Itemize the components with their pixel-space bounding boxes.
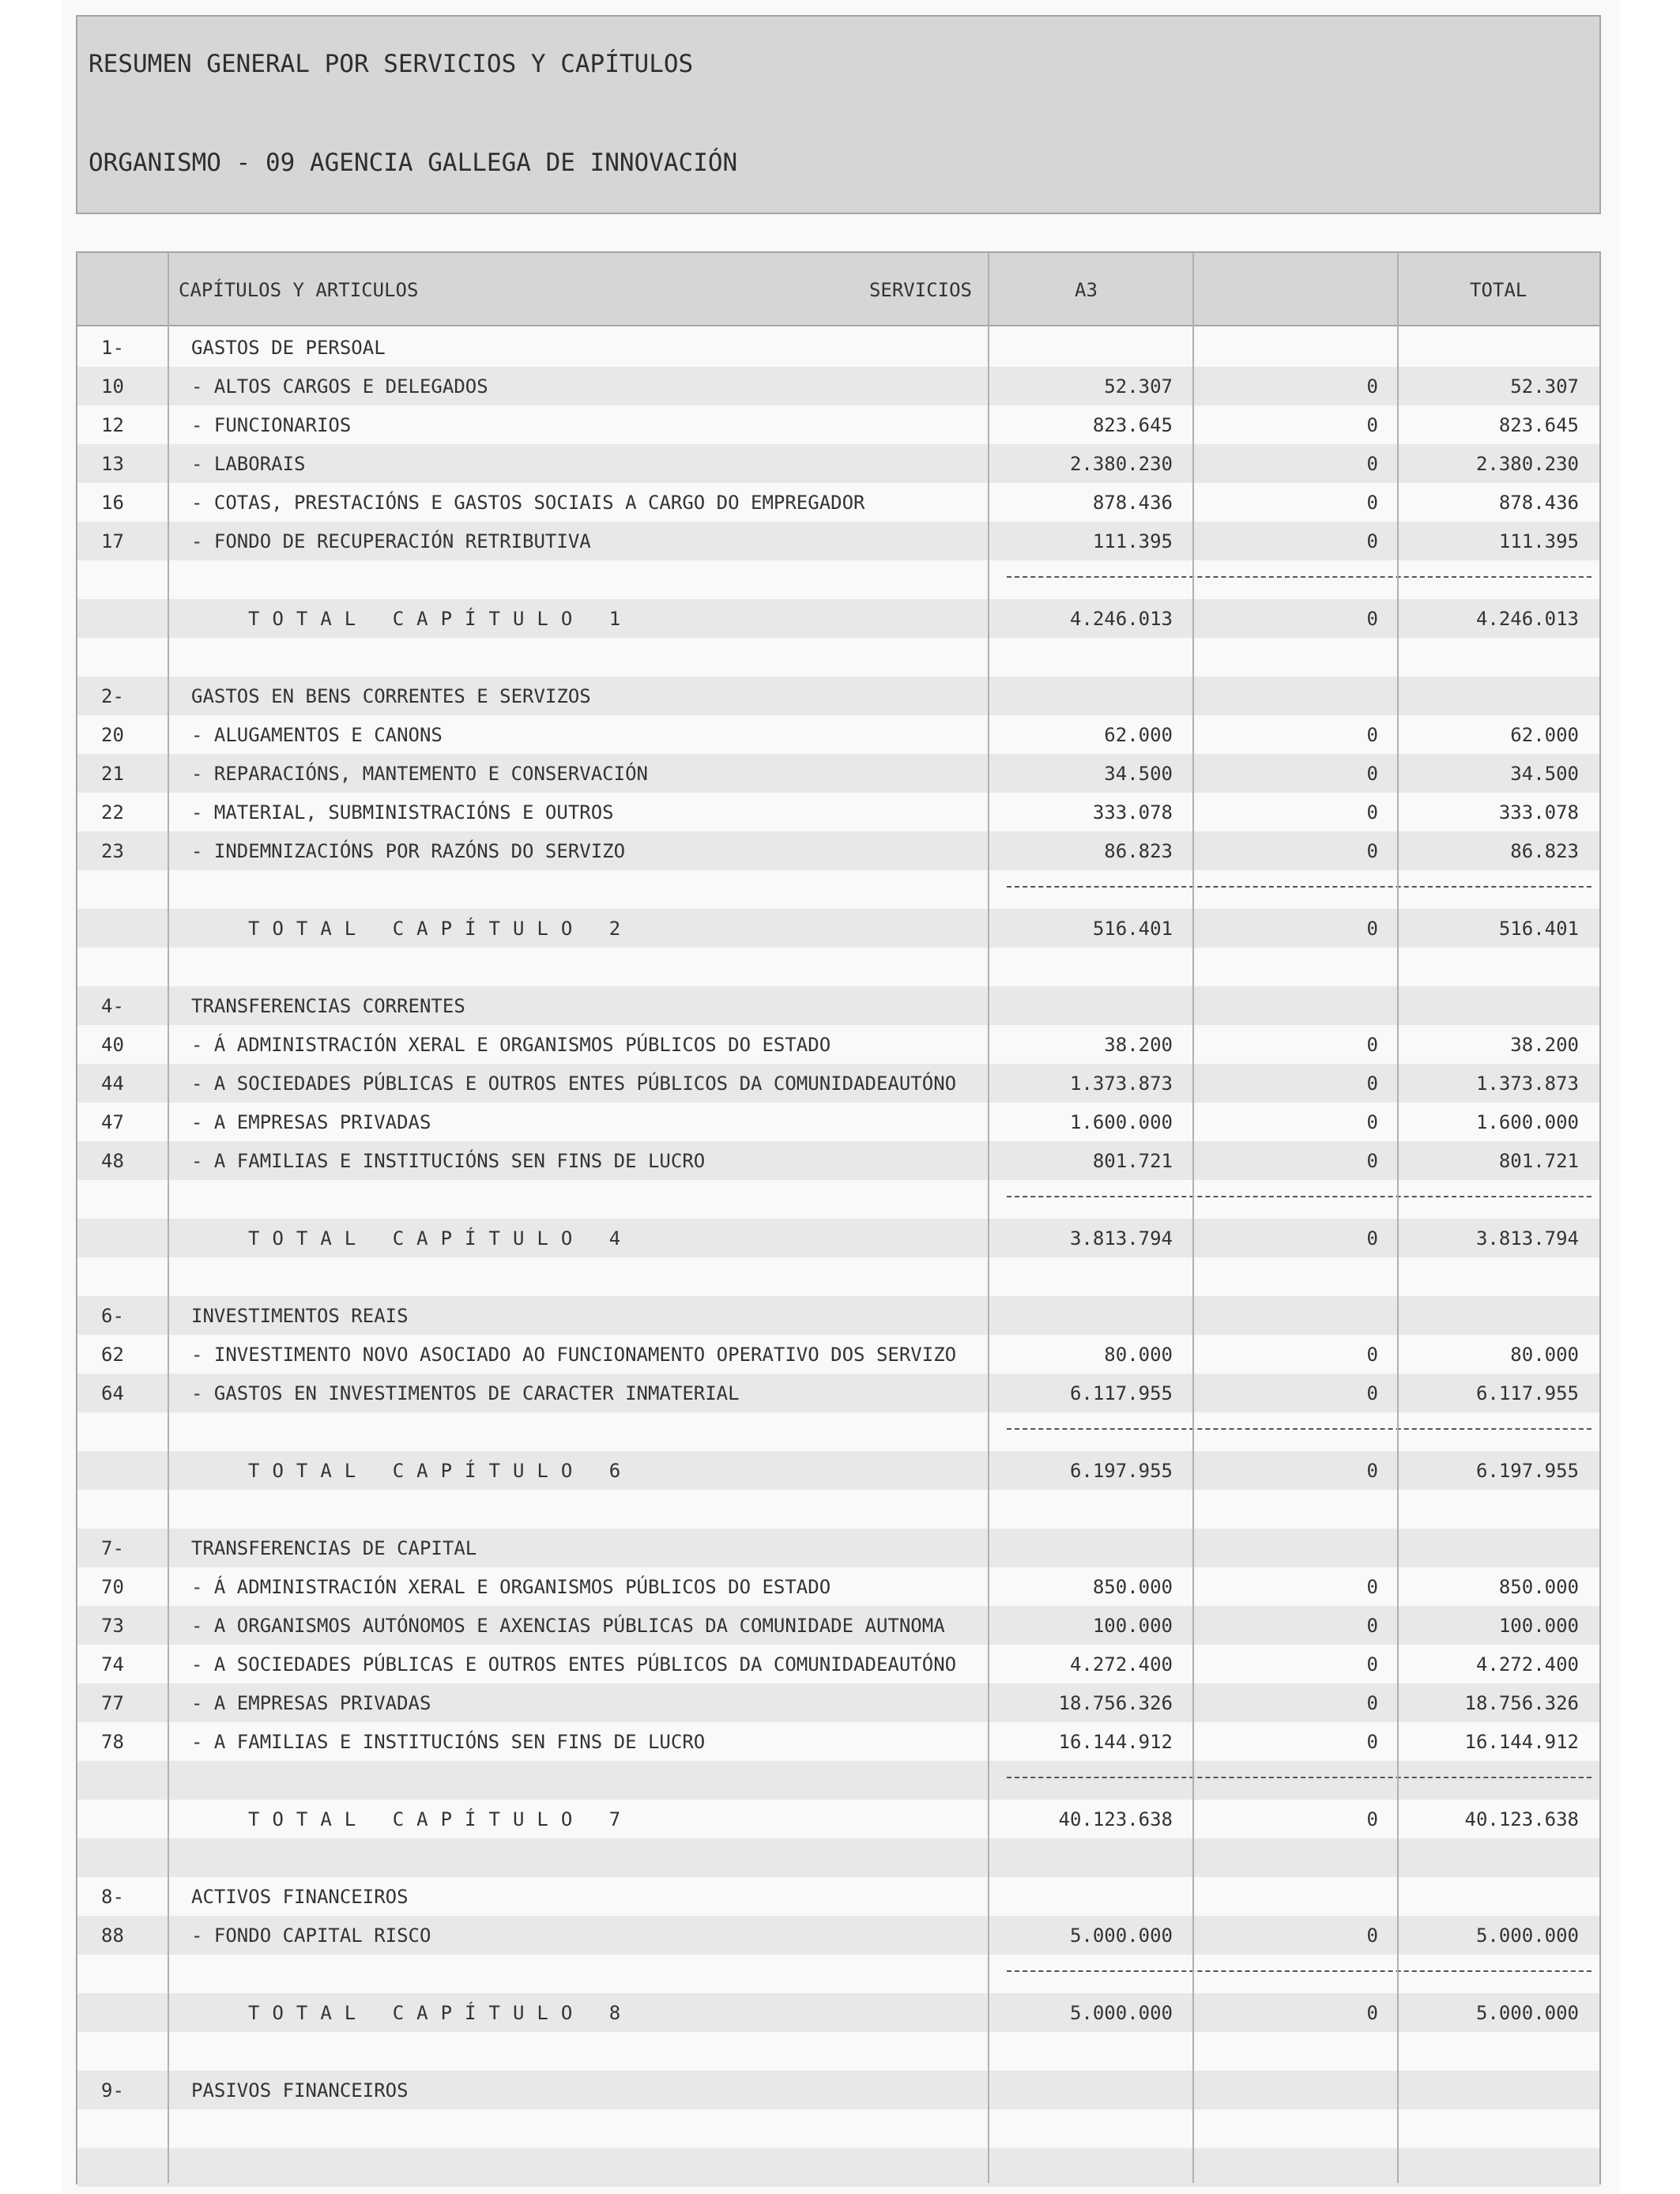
col-header-total: TOTAL [1470, 279, 1527, 301]
row-total-value: 823.645 [1498, 414, 1579, 436]
row-code: 78 [101, 1731, 124, 1753]
row-middle-value: 0 [1366, 1034, 1378, 1056]
row-code: 44 [101, 1072, 124, 1095]
row-total-value: 4.246.013 [1475, 608, 1579, 630]
organism-title: ORGANISMO - 09 AGENCIA GALLEGA DE INNOVACIÓN [89, 149, 738, 177]
row-description: - LABORAIS [191, 453, 306, 475]
table-row [77, 754, 1599, 793]
row-middle-value: 0 [1366, 1924, 1378, 1947]
row-middle-value: 0 [1366, 530, 1378, 552]
row-a3-value: 2.380.230 [1069, 453, 1173, 475]
table-row [77, 1490, 1599, 1529]
subtotal-dashed-rule [1007, 1196, 1591, 1197]
row-code: 1- [101, 337, 124, 359]
row-code: 64 [101, 1382, 124, 1404]
row-code: 4- [101, 995, 124, 1017]
row-a3-value: 3.813.794 [1069, 1227, 1173, 1250]
chapter-total-label: TOTAL CAPÍTULO 1 [248, 608, 634, 630]
table-row [77, 1645, 1599, 1683]
row-code: 16 [101, 492, 124, 514]
column-divider [988, 253, 989, 2183]
row-total-value: 111.395 [1498, 530, 1579, 552]
row-a3-value: 40.123.638 [1058, 1808, 1173, 1830]
table-row [77, 638, 1599, 677]
col-header-services: SERVICIOS [868, 279, 972, 301]
chapter-total-label: TOTAL CAPÍTULO 8 [248, 2002, 634, 2024]
row-a3-value: 4.246.013 [1069, 608, 1173, 630]
row-middle-value: 0 [1366, 724, 1378, 746]
table-row [77, 1916, 1599, 1955]
table-row [77, 986, 1599, 1025]
table-row [77, 483, 1599, 522]
row-total-value: 1.600.000 [1475, 1111, 1579, 1133]
table-row [77, 1180, 1599, 1219]
chapter-total-row [77, 599, 1599, 638]
row-middle-value: 0 [1366, 375, 1378, 398]
report-header [76, 15, 1601, 214]
row-total-value: 34.500 [1510, 763, 1579, 785]
row-a3-value: 5.000.000 [1069, 1924, 1173, 1947]
row-total-value: 878.436 [1498, 492, 1579, 514]
row-code: 10 [101, 375, 124, 398]
row-a3-value: 823.645 [1092, 414, 1173, 436]
row-total-value: 52.307 [1510, 375, 1579, 398]
row-description: - ALUGAMENTOS E CANONS [191, 724, 443, 746]
row-description: - GASTOS EN INVESTIMENTOS DE CARACTER INMATERIAL [191, 1382, 740, 1404]
row-middle-value: 0 [1366, 1072, 1378, 1095]
row-middle-value: 0 [1366, 608, 1378, 630]
row-a3-value: 1.373.873 [1069, 1072, 1173, 1095]
row-code: 40 [101, 1034, 124, 1056]
chapter-total-row [77, 1219, 1599, 1257]
table-row [77, 1374, 1599, 1412]
row-description: - INDEMNIZACIÓNS POR RAZÓNS DO SERVIZO [191, 840, 626, 862]
row-middle-value: 0 [1366, 492, 1378, 514]
row-total-value: 6.117.955 [1475, 1382, 1579, 1404]
row-code: 9- [101, 2079, 124, 2102]
report-title: RESUMEN GENERAL POR SERVICIOS Y CAPÍTULOS [89, 50, 694, 78]
row-code: 21 [101, 763, 124, 785]
row-description: GASTOS EN BENS CORRENTES E SERVIZOS [191, 685, 591, 707]
summary-table [76, 251, 1601, 2185]
row-a3-value: 333.078 [1092, 801, 1173, 824]
row-description: - REPARACIÓNS, MANTEMENTO E CONSERVACIÓN [191, 763, 648, 785]
table-row [77, 405, 1599, 444]
row-code: 48 [101, 1150, 124, 1172]
row-code: 62 [101, 1344, 124, 1366]
row-description: - A FAMILIAS E INSTITUCIÓNS SEN FINS DE LUCRO [191, 1731, 706, 1753]
row-code: 12 [101, 414, 124, 436]
row-description: - MATERIAL, SUBMINISTRACIÓNS E OUTROS [191, 801, 614, 824]
row-description: - A SOCIEDADES PÚBLICAS E OUTROS ENTES PÚBLICOS DA COMUNIDADEAUTÓNO [191, 1072, 957, 1095]
row-code: 8- [101, 1886, 124, 1908]
row-a3-value: 850.000 [1092, 1576, 1173, 1598]
row-total-value: 62.000 [1510, 724, 1579, 746]
table-row [77, 870, 1599, 909]
table-row [77, 560, 1599, 599]
row-description: TRANSFERENCIAS CORRENTES [191, 995, 465, 1017]
row-code: 88 [101, 1924, 124, 1947]
row-middle-value: 0 [1366, 763, 1378, 785]
table-row [77, 1412, 1599, 1451]
row-description: - A FAMILIAS E INSTITUCIÓNS SEN FINS DE LUCRO [191, 1150, 706, 1172]
table-row [77, 1296, 1599, 1335]
row-description: - ALTOS CARGOS E DELEGADOS [191, 375, 488, 398]
row-code: 23 [101, 840, 124, 862]
table-row [77, 1141, 1599, 1180]
row-middle-value: 0 [1366, 1227, 1378, 1250]
row-middle-value: 0 [1366, 1460, 1378, 1482]
row-description: - A EMPRESAS PRIVADAS [191, 1111, 431, 1133]
row-total-value: 1.373.873 [1475, 1072, 1579, 1095]
row-total-value: 100.000 [1498, 1615, 1579, 1637]
row-a3-value: 4.272.400 [1069, 1653, 1173, 1676]
chapter-total-row [77, 1993, 1599, 2032]
row-code: 13 [101, 453, 124, 475]
row-code: 6- [101, 1305, 124, 1327]
row-a3-value: 801.721 [1092, 1150, 1173, 1172]
row-a3-value: 111.395 [1092, 530, 1173, 552]
row-a3-value: 516.401 [1092, 918, 1173, 940]
table-row [77, 1683, 1599, 1722]
row-middle-value: 0 [1366, 1344, 1378, 1366]
row-description: - Á ADMINISTRACIÓN XERAL E ORGANISMOS PÚBLICOS DO ESTADO [191, 1034, 831, 1056]
row-total-value: 6.197.955 [1475, 1460, 1579, 1482]
row-a3-value: 1.600.000 [1069, 1111, 1173, 1133]
table-row [77, 677, 1599, 715]
row-total-value: 80.000 [1510, 1344, 1579, 1366]
row-code: 47 [101, 1111, 124, 1133]
chapter-total-label: TOTAL CAPÍTULO 7 [248, 1808, 634, 1830]
subtotal-dashed-rule [1007, 886, 1591, 888]
row-total-value: 4.272.400 [1475, 1653, 1579, 1676]
table-row [77, 1606, 1599, 1645]
row-middle-value: 0 [1366, 801, 1378, 824]
table-row [77, 1722, 1599, 1761]
row-a3-value: 38.200 [1104, 1034, 1173, 1056]
subtotal-dashed-rule [1007, 1777, 1591, 1778]
table-row [77, 1064, 1599, 1103]
row-description: - FUNCIONARIOS [191, 414, 352, 436]
row-total-value: 850.000 [1498, 1576, 1579, 1598]
row-total-value: 5.000.000 [1475, 1924, 1579, 1947]
table-row [77, 793, 1599, 831]
row-description: GASTOS DE PERSOAL [191, 337, 386, 359]
row-code: 77 [101, 1692, 124, 1714]
row-total-value: 86.823 [1510, 840, 1579, 862]
row-description: - FONDO DE RECUPERACIÓN RETRIBUTIVA [191, 530, 591, 552]
column-divider [168, 253, 169, 2183]
row-code: 70 [101, 1576, 124, 1598]
row-middle-value: 0 [1366, 840, 1378, 862]
subtotal-dashed-rule [1007, 1970, 1591, 1972]
row-total-value: 516.401 [1498, 918, 1579, 940]
col-header-chapters: CAPÍTULOS Y ARTICULOS [179, 279, 419, 301]
col-header-a3: A3 [1075, 279, 1098, 301]
row-code: 22 [101, 801, 124, 824]
row-description: - A EMPRESAS PRIVADAS [191, 1692, 431, 1714]
row-a3-value: 878.436 [1092, 492, 1173, 514]
row-a3-value: 100.000 [1092, 1615, 1173, 1637]
table-row [77, 1955, 1599, 1993]
table-row [77, 1025, 1599, 1064]
row-a3-value: 18.756.326 [1058, 1692, 1173, 1714]
row-description: INVESTIMENTOS REAIS [191, 1305, 409, 1327]
row-middle-value: 0 [1366, 1150, 1378, 1172]
row-middle-value: 0 [1366, 1111, 1378, 1133]
chapter-total-label: TOTAL CAPÍTULO 6 [248, 1460, 634, 1482]
row-total-value: 5.000.000 [1475, 2002, 1579, 2024]
table-row [77, 1877, 1599, 1916]
chapter-total-row [77, 909, 1599, 948]
table-row [77, 367, 1599, 405]
row-middle-value: 0 [1366, 1382, 1378, 1404]
table-row [77, 328, 1599, 367]
row-middle-value: 0 [1366, 1576, 1378, 1598]
row-middle-value: 0 [1366, 453, 1378, 475]
row-description: PASIVOS FINANCEIROS [191, 2079, 409, 2102]
row-middle-value: 0 [1366, 1615, 1378, 1637]
row-code: 2- [101, 685, 124, 707]
subtotal-dashed-rule [1007, 576, 1591, 578]
row-description: - INVESTIMENTO NOVO ASOCIADO AO FUNCIONAMENTO OPERATIVO DOS SERVIZO [191, 1344, 957, 1366]
row-a3-value: 6.197.955 [1069, 1460, 1173, 1482]
row-code: 7- [101, 1537, 124, 1559]
chapter-total-label: TOTAL CAPÍTULO 2 [248, 918, 634, 940]
row-middle-value: 0 [1366, 1808, 1378, 1830]
row-a3-value: 5.000.000 [1069, 2002, 1173, 2024]
row-description: - A ORGANISMOS AUTÓNOMOS E AXENCIAS PÚBLICAS DA COMUNIDADE AUTNOMA [191, 1615, 945, 1637]
row-a3-value: 80.000 [1104, 1344, 1173, 1366]
table-row [77, 715, 1599, 754]
row-total-value: 801.721 [1498, 1150, 1579, 1172]
table-row [77, 444, 1599, 483]
table-row [77, 1103, 1599, 1141]
row-middle-value: 0 [1366, 1731, 1378, 1753]
table-row [77, 2148, 1599, 2187]
row-a3-value: 34.500 [1104, 763, 1173, 785]
table-row [77, 2071, 1599, 2109]
row-total-value: 16.144.912 [1464, 1731, 1579, 1753]
table-row [77, 1335, 1599, 1374]
chapter-total-label: TOTAL CAPÍTULO 4 [248, 1227, 634, 1250]
row-middle-value: 0 [1366, 1653, 1378, 1676]
column-divider [1397, 253, 1399, 2183]
row-description: - A SOCIEDADES PÚBLICAS E OUTROS ENTES PÚBLICOS DA COMUNIDADEAUTÓNO [191, 1653, 957, 1676]
table-row [77, 1529, 1599, 1567]
row-middle-value: 0 [1366, 414, 1378, 436]
row-code: 20 [101, 724, 124, 746]
row-description: ACTIVOS FINANCEIROS [191, 1886, 409, 1908]
row-a3-value: 16.144.912 [1058, 1731, 1173, 1753]
table-row [77, 2032, 1599, 2071]
row-description: - Á ADMINISTRACIÓN XERAL E ORGANISMOS PÚBLICOS DO ESTADO [191, 1576, 831, 1598]
row-code: 17 [101, 530, 124, 552]
row-a3-value: 86.823 [1104, 840, 1173, 862]
row-description: - COTAS, PRESTACIÓNS E GASTOS SOCIAIS A CARGO DO EMPREGADOR [191, 492, 865, 514]
row-description: TRANSFERENCIAS DE CAPITAL [191, 1537, 477, 1559]
row-code: 73 [101, 1615, 124, 1637]
table-row [77, 522, 1599, 560]
column-divider [1192, 253, 1194, 2183]
subtotal-dashed-rule [1007, 1428, 1591, 1430]
table-row [77, 1567, 1599, 1606]
row-total-value: 38.200 [1510, 1034, 1579, 1056]
table-header [77, 253, 1599, 326]
table-row [77, 1257, 1599, 1296]
row-total-value: 3.813.794 [1475, 1227, 1579, 1250]
table-row [77, 1838, 1599, 1877]
table-row [77, 831, 1599, 870]
row-total-value: 18.756.326 [1464, 1692, 1579, 1714]
row-middle-value: 0 [1366, 2002, 1378, 2024]
row-total-value: 2.380.230 [1475, 453, 1579, 475]
row-code: 74 [101, 1653, 124, 1676]
row-a3-value: 52.307 [1104, 375, 1173, 398]
row-a3-value: 6.117.955 [1069, 1382, 1173, 1404]
chapter-total-row [77, 1800, 1599, 1838]
row-description: - FONDO CAPITAL RISCO [191, 1924, 431, 1947]
row-middle-value: 0 [1366, 918, 1378, 940]
row-total-value: 333.078 [1498, 801, 1579, 824]
table-row [77, 1761, 1599, 1800]
table-row [77, 948, 1599, 986]
table-row [77, 2109, 1599, 2148]
chapter-total-row [77, 1451, 1599, 1490]
row-middle-value: 0 [1366, 1692, 1378, 1714]
row-total-value: 40.123.638 [1464, 1808, 1579, 1830]
row-a3-value: 62.000 [1104, 724, 1173, 746]
